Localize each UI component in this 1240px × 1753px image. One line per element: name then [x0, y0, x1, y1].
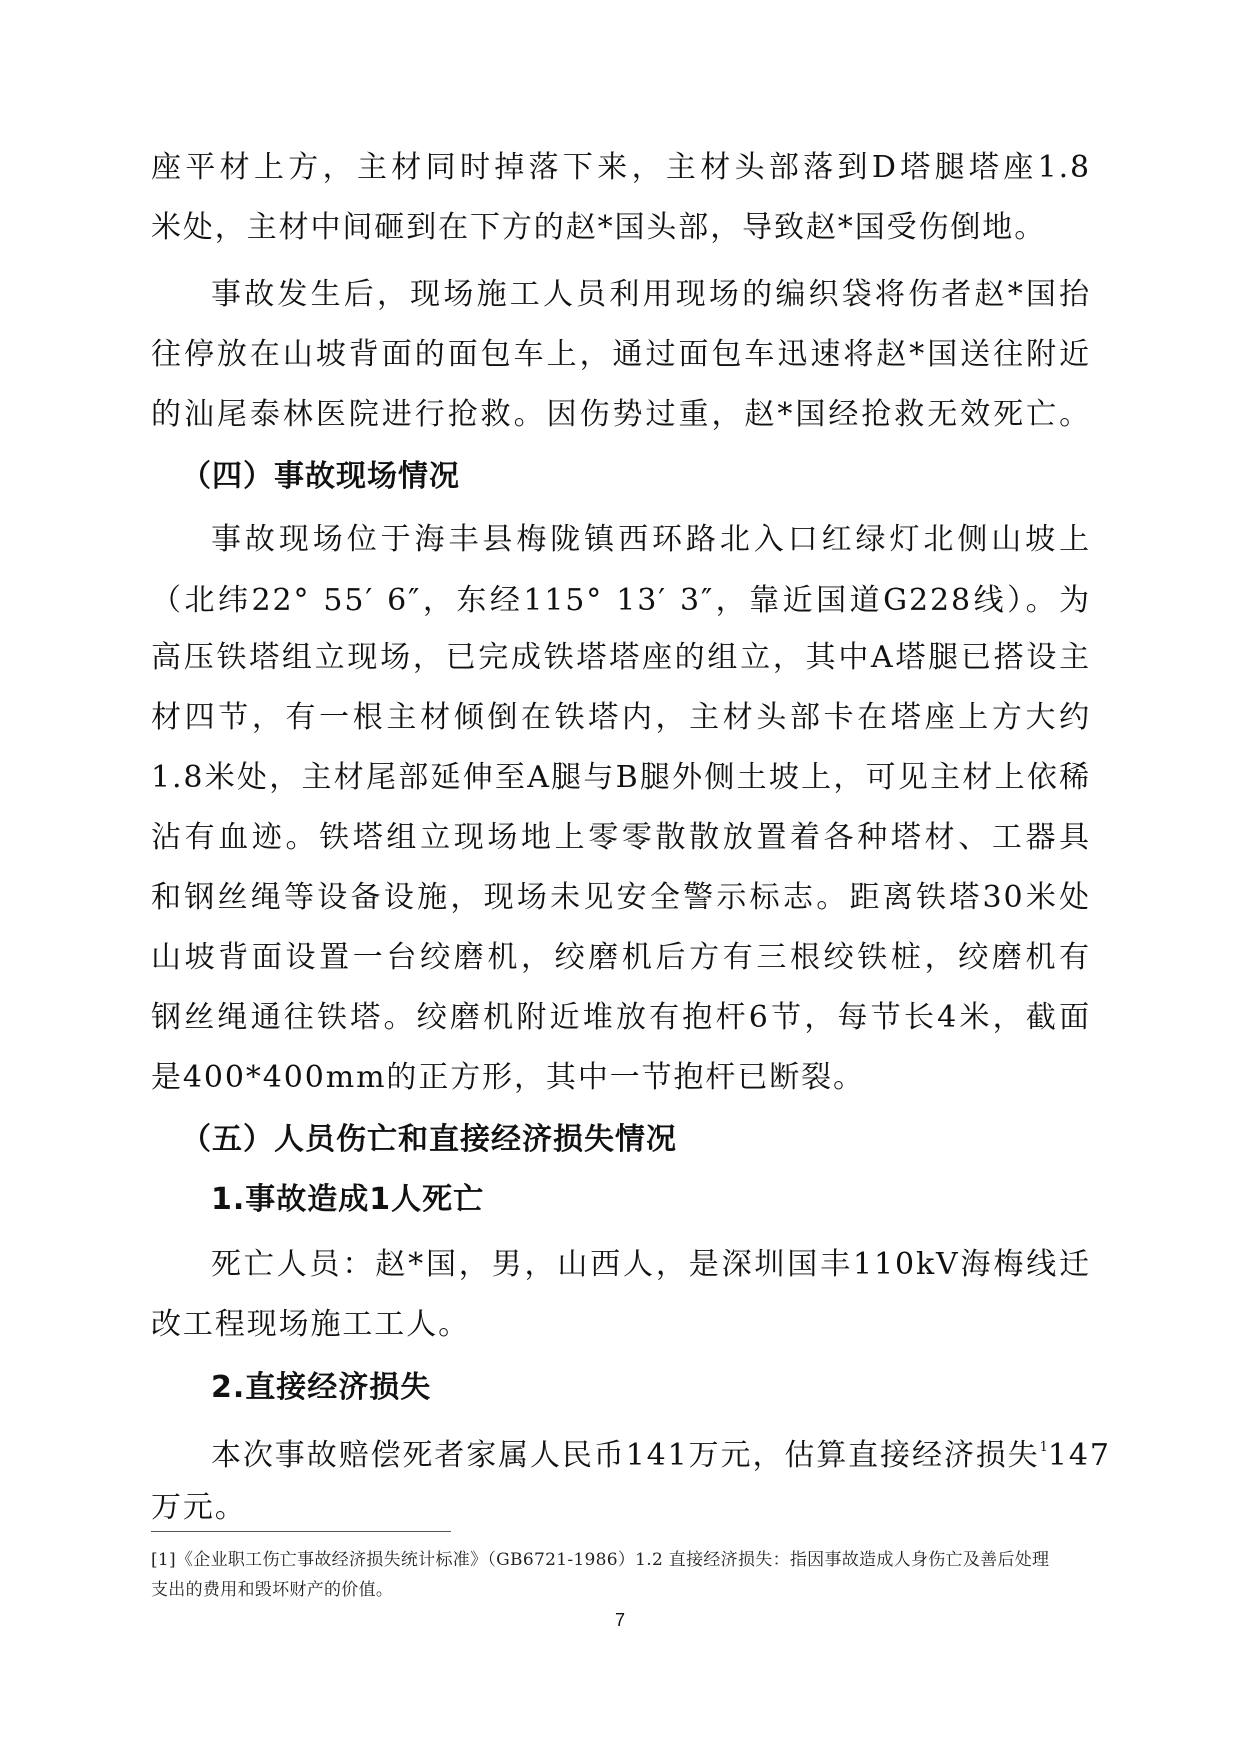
section-4-line-2: （北纬22° 55′ 6″，东经115° 13′ 3″，靠近国道G228线）。为 [151, 583, 1091, 618]
section-4-line-3: 高压铁塔组立现场，已完成铁塔塔座的组立，其中A塔腿已搭设主 [151, 640, 1091, 675]
paragraph-1-line-2: 米处，主材中间砸到在下方的赵*国头部，导致赵*国受伤倒地。 [151, 210, 1047, 245]
section-4-line-9: 钢丝绳通往铁塔。绞磨机附近堆放有抱杆6节，每节长4米，截面 [151, 1000, 1091, 1035]
section-4-heading: （四）事故现场情况 [181, 459, 460, 494]
subsection-2-text-after-ref: 147 [1047, 1438, 1111, 1473]
subsection-2-line-1 [211, 1428, 1111, 1473]
footnote-separator [151, 1531, 451, 1532]
paragraph-2-line-3: 的汕尾泰林医院进行抢救。因伤势过重，赵*国经抢救无效死亡。 [151, 397, 1091, 432]
footnote-reference[interactable]: 1 [1039, 1440, 1048, 1455]
section-4-line-6: 沾有血迹。铁塔组立现场地上零零散散放置着各种塔材、工器具 [151, 820, 1091, 855]
paragraph-2-line-2: 往停放在山坡背面的面包车上，通过面包车迅速将赵*国送往附近 [151, 337, 1091, 372]
page-number: 7 [614, 1610, 625, 1630]
section-4-line-8: 山坡背面设置一台绞磨机，绞磨机后方有三根绞铁桩，绞磨机有 [151, 940, 1091, 975]
section-4-line-4: 材四节，有一根主材倾倒在铁塔内，主材头部卡在塔座上方大约 [151, 700, 1091, 735]
subsection-1-heading: 1.事故造成1人死亡 [211, 1182, 485, 1217]
section-4-line-5: 1.8米处，主材尾部延伸至A腿与B腿外侧土坡上，可见主材上依稀 [151, 760, 1091, 795]
subsection-1-line-2: 改工程现场施工工人。 [151, 1307, 470, 1342]
paragraph-1-line-1: 座平材上方，主材同时掉落下来，主材头部落到D塔腿塔座1.8 [151, 150, 1091, 185]
paragraph-2-line-1: 事故发生后，现场施工人员利用现场的编织袋将伤者赵*国抬 [211, 277, 1091, 312]
section-4-line-7: 和钢丝绳等设备设施，现场未见安全警示标志。距离铁塔30米处 [151, 880, 1091, 915]
subsection-2-line-2: 万元。 [151, 1490, 247, 1525]
section-4-line-1: 事故现场位于海丰县梅陇镇西环路北入口红绿灯北侧山坡上 [211, 522, 1091, 557]
section-5-heading: （五）人员伤亡和直接经济损失情况 [181, 1122, 677, 1157]
subsection-2-heading: 2.直接经济损失 [211, 1370, 432, 1405]
footnote-line-2: 支出的费用和毁坏财产的价值。 [151, 1580, 394, 1600]
subsection-2-text-before-ref: 本次事故赔偿死者家属人民币141万元，估算直接经济损失 [211, 1438, 1040, 1473]
section-4-line-10: 是400*400mm的正方形，其中一节抱杆已断裂。 [151, 1060, 865, 1095]
subsection-1-line-1: 死亡人员：赵*国，男，山西人，是深圳国丰110kV海梅线迁 [211, 1247, 1091, 1282]
footnote-line-1: [1]《企业职工伤亡事故经济损失统计标准》（GB6721-1986）1.2 直接经济损失：指因事故造成人身伤亡及善后处理 [151, 1550, 1050, 1570]
